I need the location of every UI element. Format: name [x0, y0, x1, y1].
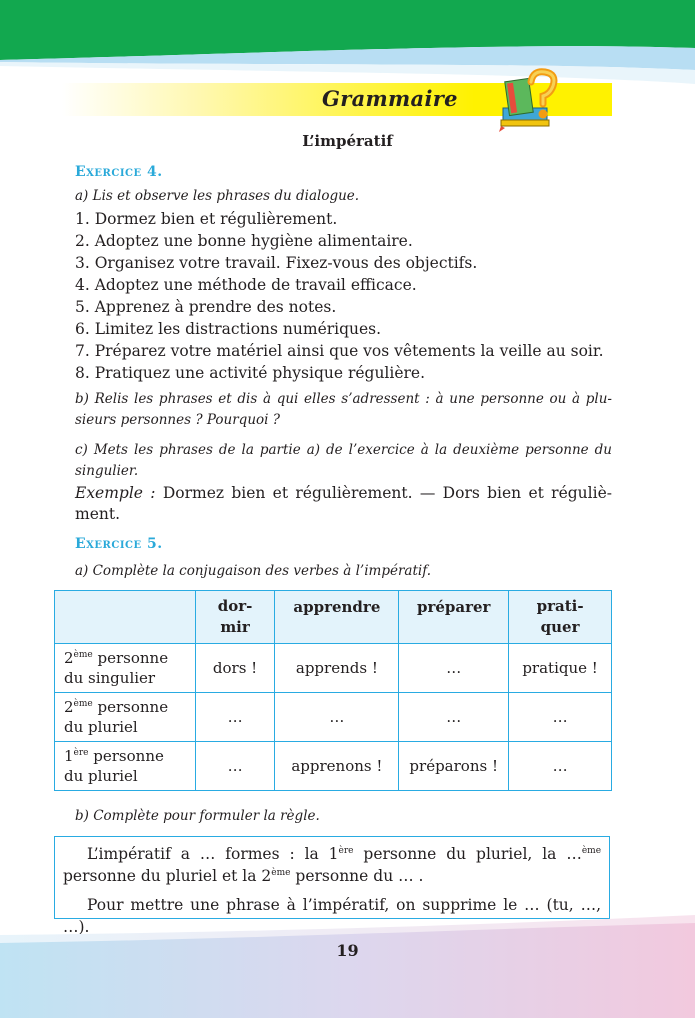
- list-item: 8. Pratiquez une activité physique régulière.: [75, 364, 426, 382]
- table-header: prati- quer: [509, 591, 612, 644]
- exercise-5-part-a: a) Complète la conjugaison des verbes à l’impératif.: [75, 563, 432, 579]
- page-number: 19: [336, 941, 359, 960]
- part-c-line-2: singulier.: [75, 463, 139, 479]
- banner-title: Grammaire: [322, 86, 458, 111]
- exercise-4-part-a: a) Lis et observe les phrases du dialogue.: [75, 188, 360, 204]
- exercise-5-heading: Exercice 5.: [75, 536, 163, 552]
- list-item: 1. Dormez bien et régulièrement.: [75, 210, 338, 228]
- top-decorative-band: [0, 0, 695, 90]
- list-item: 5. Apprenez à prendre des notes.: [75, 298, 337, 316]
- example-line-2: ment.: [75, 505, 121, 523]
- table-cell: …: [509, 693, 612, 742]
- row-label: 2ème personne du pluriel: [55, 693, 196, 742]
- exercise-4-example: [75, 483, 612, 525]
- table-cell: pratique !: [509, 644, 612, 693]
- table-cell: dors !: [195, 644, 275, 693]
- table-header-empty: [55, 591, 196, 644]
- table-cell: …: [399, 644, 509, 693]
- part-b-line-2: sieurs personnes ? Pourquoi ?: [75, 412, 280, 428]
- list-item: 6. Limitez les distractions numériques.: [75, 320, 382, 338]
- list-item: 7. Préparez votre matériel ainsi que vos vêtements la veille au soir.: [75, 342, 604, 360]
- table-row: [55, 742, 612, 791]
- part-b-line-1: b) Relis les phrases et dis à qui elles s’adressent : à une personne ou à plu-: [75, 391, 612, 407]
- rule-paragraph-1: L’impératif a … formes : la 1ère personne du pluriel, la …$^{ème}$ personne du pluriel et la 2ème personne du … .: [63, 845, 602, 885]
- table-cell: apprenons !: [275, 742, 399, 791]
- table-cell: …: [195, 693, 275, 742]
- table-cell: …: [509, 742, 612, 791]
- conjugation-table: [54, 590, 612, 791]
- part-c-line-1: c) Mets les phrases de la partie a) de l’exercice à la deuxième personne du: [75, 442, 612, 458]
- table-cell: …: [399, 693, 509, 742]
- exercise-4-heading: Exercice 4.: [75, 164, 163, 180]
- table-cell: …: [195, 742, 275, 791]
- lesson-title: L’impératif: [302, 132, 393, 150]
- list-item: 3. Organisez votre travail. Fixez-vous des objectifs.: [75, 254, 478, 272]
- table-cell: préparons !: [399, 742, 509, 791]
- row-label: 2ème personne du singulier: [55, 644, 196, 693]
- table-header: préparer: [399, 591, 509, 644]
- books-question-mark-icon: [497, 68, 559, 134]
- list-item: 2. Adoptez une bonne hygiène alimentaire.: [75, 232, 413, 250]
- exercise-4-sentence-list: [75, 208, 615, 384]
- rule-paragraph-2: Pour mettre une phrase à l’impératif, on supprime le … (tu, …, …).: [63, 896, 601, 936]
- table-header: apprendre: [275, 591, 399, 644]
- example-text-1: Dormez bien et régulièrement. — Dors bien et réguliè-: [155, 484, 612, 502]
- exercise-4-part-c: [75, 440, 612, 482]
- list-item: 4. Adoptez une méthode de travail efficace.: [75, 276, 417, 294]
- bottom-decorative-band: [0, 905, 695, 1018]
- table-header-row: [55, 591, 612, 644]
- exercise-4-part-b: [75, 389, 612, 431]
- exercise-5-part-b: b) Complète pour formuler la règle.: [75, 808, 320, 824]
- table-cell: apprends !: [275, 644, 399, 693]
- table-row: [55, 693, 612, 742]
- table-cell: …: [275, 693, 399, 742]
- row-label: 1ère personne du pluriel: [55, 742, 196, 791]
- example-line-1: [75, 483, 612, 504]
- table-header: dor- mir: [195, 591, 275, 644]
- example-label: Exemple :: [75, 484, 156, 502]
- table-row: [55, 644, 612, 693]
